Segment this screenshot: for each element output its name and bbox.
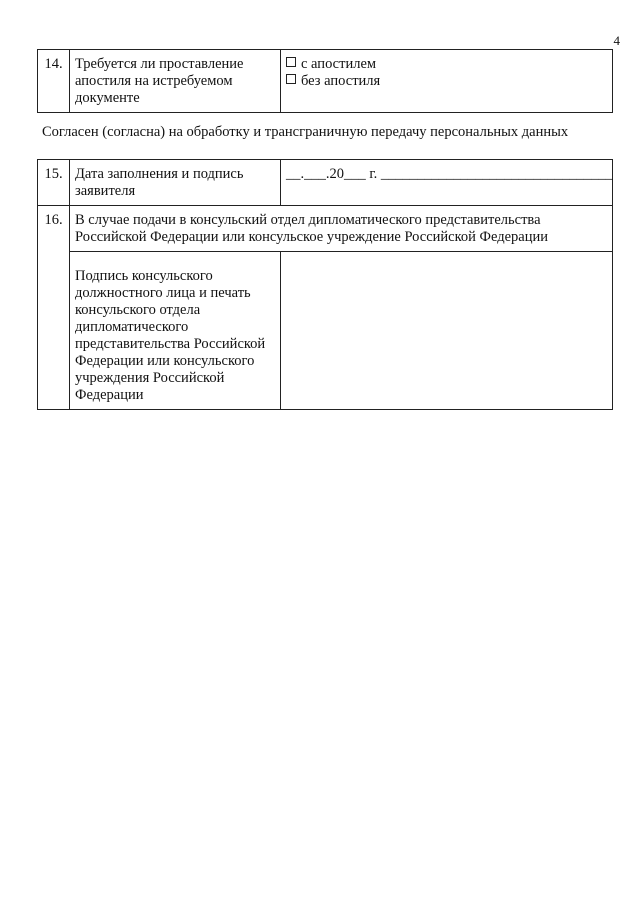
checkbox-icon[interactable]	[286, 57, 296, 67]
page-number: 4	[613, 33, 620, 48]
table-row	[38, 50, 613, 113]
table-row	[38, 206, 613, 252]
date-signature-label: Дата заполнения и подпись заявителя	[70, 160, 281, 206]
table-row	[38, 252, 613, 410]
consular-signature-field[interactable]	[281, 252, 613, 410]
date-line: __.___.20___ г. ________________________________	[286, 166, 613, 182]
option-label: без апостиля	[301, 73, 381, 89]
table-apostille	[37, 49, 613, 113]
consular-heading: В случае подачи в консульский отдел дипломатического представительства Российской Федерации или консульское учреждение Российской Федерации	[70, 206, 613, 252]
option-label: с апостилем	[301, 56, 377, 72]
option-without-apostille[interactable]	[286, 73, 607, 90]
table-row	[38, 160, 613, 206]
consent-text: Согласен (согласна) на обработку и трансграничную передачу персональных данных	[42, 124, 569, 140]
row-number: 16.	[38, 206, 70, 410]
table-date-signature	[37, 159, 613, 410]
row-number: 15.	[38, 160, 70, 206]
row-number: 14.	[38, 50, 70, 113]
consular-signature-label	[70, 252, 281, 410]
option-with-apostille[interactable]	[286, 56, 607, 73]
apostille-options	[281, 50, 613, 113]
apostille-question: Требуется ли проставление апостиля на истребуемом документе	[70, 50, 281, 113]
checkbox-icon[interactable]	[286, 74, 296, 84]
date-signature-field[interactable]	[281, 160, 613, 206]
signature-label-text: Подпись консульского должностного лица и печать консульского отдела дипломатического представительства Российской Федерации или консульского учреждения Российской Федерации	[75, 268, 266, 403]
